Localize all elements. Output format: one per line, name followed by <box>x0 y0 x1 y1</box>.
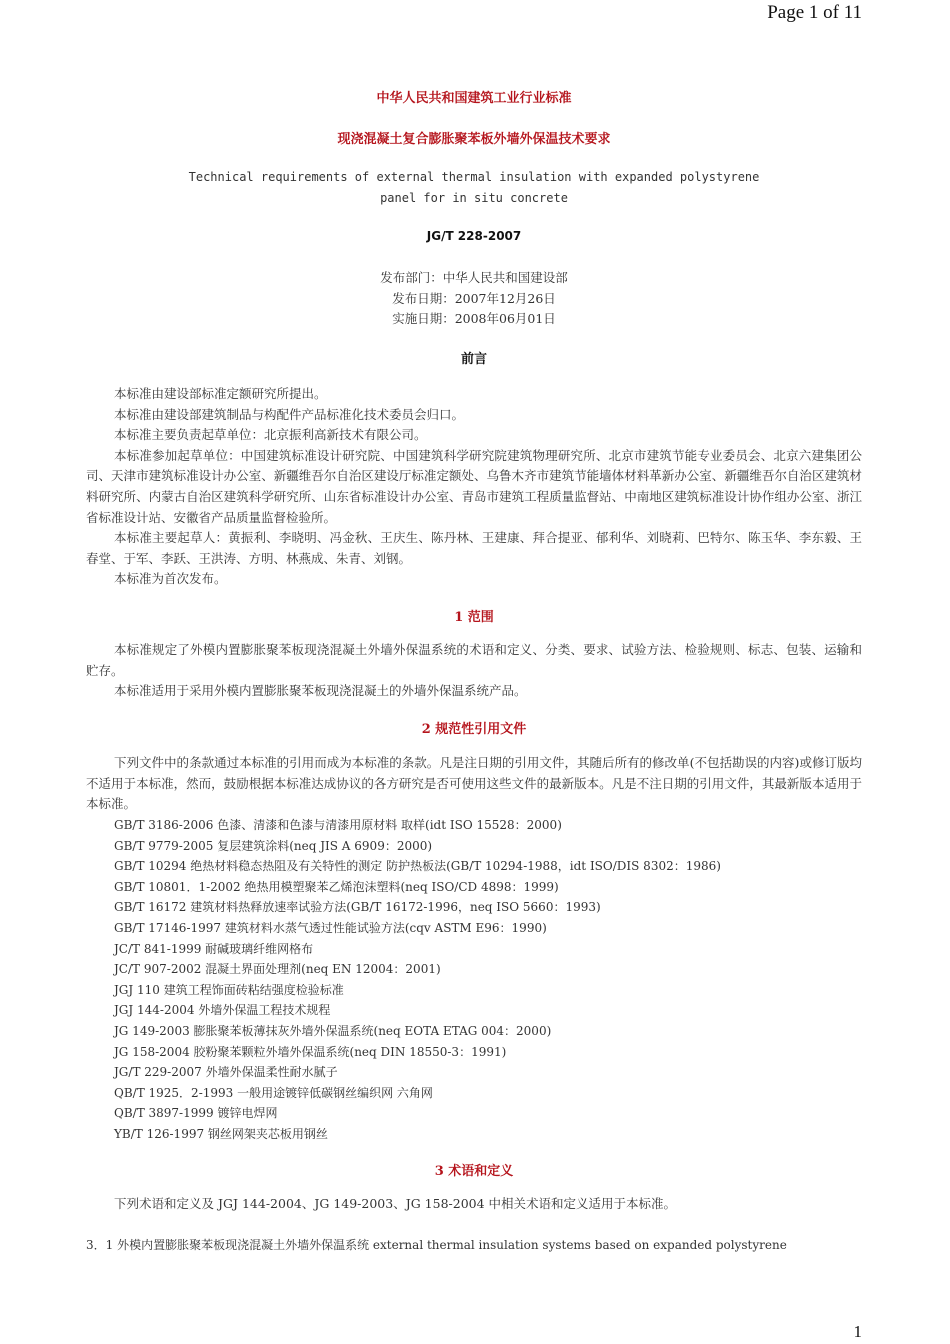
english-title-line-2: panel for in situ concrete <box>380 190 568 205</box>
reference-item: JGJ 144-2004 外墙外保温工程技术规程 <box>114 1003 331 1018</box>
page-header: Page 1 of 11 <box>767 2 862 23</box>
section-1-body <box>86 640 862 702</box>
reference-item: JGJ 110 建筑工程饰面砖粘结强度检验标准 <box>114 982 344 997</box>
reference-item: GB/T 3186-2006 色漆、清漆和色漆与清漆用原材料 取样(idt ISO 15528：2000) <box>114 818 562 832</box>
foreword-paragraph: 本标准由建设部标准定额研究所提出。 <box>114 386 327 401</box>
section-3-paragraph: 下列术语和定义及 JGJ 144-2004、JG 149-2003、JG 158-2004 中相关术语和定义适用于本标准。 <box>114 1196 677 1211</box>
reference-item: GB/T 16172 建筑材料热释放速率试验方法(GB/T 16172-1996，neq ISO 5660：1993) <box>114 900 601 915</box>
reference-item: JG/T 229-2007 外墙外保温柔性耐水腻子 <box>114 1065 338 1080</box>
foreword-paragraph: 本标准主要负责起草单位：北京振利高新技术有限公司。 <box>114 427 427 443</box>
english-title <box>86 167 862 208</box>
section-3-intro <box>86 1194 862 1215</box>
section-1-paragraph: 本标准适用于采用外模内置膨胀聚苯板现浇混凝土的外墙外保温系统产品。 <box>114 683 527 699</box>
reference-item: GB/T 9779-2005 复层建筑涂料(neq JIS A 6909：2000) <box>114 838 433 853</box>
foreword-heading: 前言 <box>460 352 487 367</box>
reference-item: YB/T 126-1997 钢丝网架夹芯板用钢丝 <box>114 1126 328 1141</box>
issue-date: 发布日期：2007年12月26日 <box>392 290 556 306</box>
reference-item: GB/T 17146-1997 建筑材料水蒸气透过性能试验方法(cqv ASTM E96：1990) <box>114 920 547 935</box>
section-3-heading: 3 术语和定义 <box>434 1164 514 1179</box>
reference-item: JG 158-2004 胶粉聚苯颗粒外墙外保温系统(neq DIN 18550-3：1991) <box>114 1044 507 1059</box>
document-title: 现浇混凝土复合膨胀聚苯板外墙外保温技术要求 <box>337 132 611 147</box>
effective-date: 实施日期：2008年06月01日 <box>392 311 556 326</box>
english-title-line-1: Technical requirements of external thermal insulation with expanded polystyrene <box>188 170 760 184</box>
reference-item: QB/T 1925．2-1993 一般用途镀锌低碳钢丝编织网 六角网 <box>114 1085 433 1100</box>
foreword-paragraph: 本标准参加起草单位：中国建筑标准设计研究院、中国建筑科学研究院建筑物理研究所、北京市建筑节能专业委员会、北京六建集团公司、天津市建筑标准设计办公室、新疆维吾尔自治区建设厅标准定额处、乌鲁木齐市建筑节能墙体材料革新办公室、新疆维吾尔自治区建筑材料研究所、内蒙古自治区建筑科学研究所、山东省标准设计办公室、青岛市建筑工程质量监督站、中南地区建筑标准设计协作组办公室、浙江省标准设计站、安徽省产品质量监督检验所。 <box>86 447 862 525</box>
issuer: 发布部门：中华人民共和国建设部 <box>380 270 568 285</box>
normative-references-list <box>114 815 862 1145</box>
page-number: 1 <box>853 1322 862 1341</box>
standard-category: 中华人民共和国建筑工业行业标准 <box>376 91 572 106</box>
foreword-paragraph: 本标准为首次发布。 <box>114 571 227 587</box>
reference-item: QB/T 3897-1999 镀锌电焊网 <box>114 1106 278 1121</box>
reference-item: JC/T 841-1999 耐碱玻璃纤维网格布 <box>114 941 314 956</box>
foreword-body <box>86 384 862 590</box>
foreword-paragraph: 本标准主要起草人：黄振利、李晓明、冯金秋、王庆生、陈丹林、王建康、拜合提亚、郁利华、刘晓莉、巴特尔、陈玉华、李东毅、王春堂、于军、李跃、王洪涛、方明、林燕成、朱青、刘钢。 <box>86 530 862 566</box>
reference-item: JG 149-2003 膨胀聚苯板薄抹灰外墙外保温系统(neq EOTA ETAG 004：2000) <box>114 1023 552 1038</box>
reference-item: GB/T 10801．1-2002 绝热用模塑聚苯乙烯泡沫塑料(neq ISO/CD 4898：1999) <box>114 879 559 894</box>
reference-item: JC/T 907-2002 混凝土界面处理剂(neq EN 12004：2001) <box>114 962 441 977</box>
term-3-1: 3．1 外模内置膨胀聚苯板现浇混凝土外墙外保温系统 external thermal insulation systems based on expanded polystyrene <box>86 1238 787 1252</box>
foreword-paragraph: 本标准由建设部建筑制品与构配件产品标准化技术委员会归口。 <box>114 406 465 422</box>
section-2-heading: 2 规范性引用文件 <box>421 722 527 737</box>
section-1-heading: 1 范围 <box>454 610 494 625</box>
standard-code: JG/T 228-2007 <box>426 229 522 243</box>
section-2-paragraph: 下列文件中的条款通过本标准的引用而成为本标准的条款。凡是注日期的引用文件，其随后所有的修改单(不包括勘误的内容)或修订版均不适用于本标准，然而，鼓励根据本标准达成协议的各方研究是否可使用这些文件的最新版本。凡是不注日期的引用文件，其最新版本适用于本标准。 <box>86 755 862 812</box>
reference-item: GB/T 10294 绝热材料稳态热阻及有关特性的测定 防护热板法(GB/T 10294-1988，idt ISO/DIS 8302：1986) <box>114 859 721 874</box>
section-1-paragraph: 本标准规定了外模内置膨胀聚苯板现浇混凝土外墙外保温系统的术语和定义、分类、要求、试验方法、检验规则、标志、包装、运输和贮存。 <box>86 642 862 678</box>
publication-meta <box>86 268 862 330</box>
section-2-intro <box>86 753 862 815</box>
